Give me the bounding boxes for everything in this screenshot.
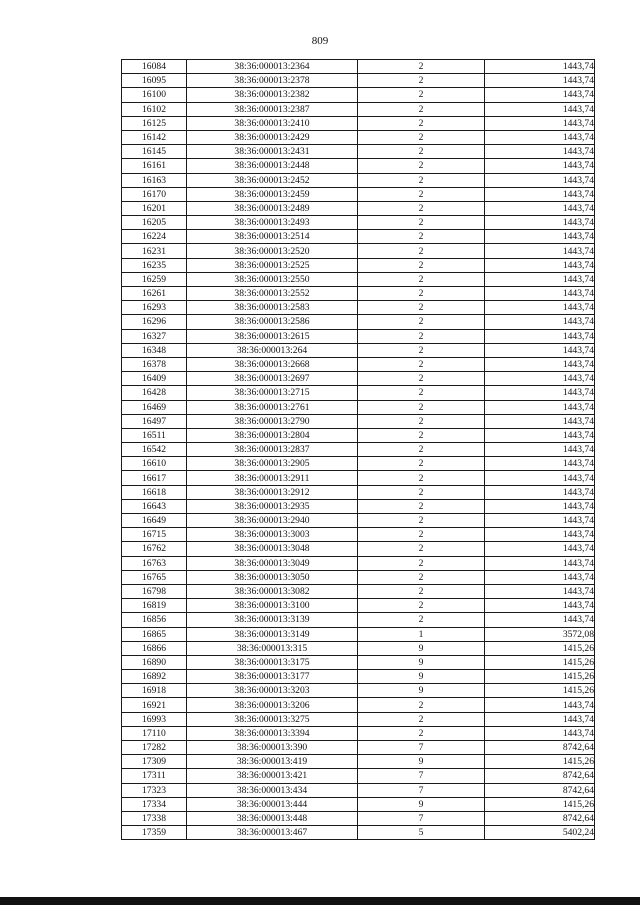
- table-row: [122, 769, 595, 783]
- table-row: [122, 372, 595, 386]
- cadastral-number-cell: 38:36:000013:3177: [187, 670, 358, 684]
- value-cell: 1443,74: [485, 400, 595, 414]
- value-cell: 8742,64: [485, 769, 595, 783]
- cadastral-number-cell: 38:36:000013:3175: [187, 655, 358, 669]
- table-row: [122, 116, 595, 130]
- count-cell: 2: [358, 698, 485, 712]
- row-number-cell: 16095: [122, 74, 187, 88]
- cadastral-number-cell: 38:36:000013:2715: [187, 386, 358, 400]
- cadastral-number-cell: 38:36:000013:2935: [187, 499, 358, 513]
- count-cell: 2: [358, 60, 485, 74]
- row-number-cell: 17323: [122, 783, 187, 797]
- cadastral-number-cell: 38:36:000013:2493: [187, 216, 358, 230]
- count-cell: 2: [358, 230, 485, 244]
- table-row: [122, 514, 595, 528]
- value-cell: 1443,74: [485, 74, 595, 88]
- value-cell: 3572,08: [485, 627, 595, 641]
- row-number-cell: 16327: [122, 329, 187, 343]
- row-number-cell: 16261: [122, 287, 187, 301]
- row-number-cell: 17309: [122, 755, 187, 769]
- table-row: [122, 641, 595, 655]
- count-cell: 2: [358, 301, 485, 315]
- count-cell: 2: [358, 258, 485, 272]
- value-cell: 1443,74: [485, 443, 595, 457]
- row-number-cell: 16762: [122, 542, 187, 556]
- count-cell: 1: [358, 627, 485, 641]
- value-cell: 1443,74: [485, 386, 595, 400]
- count-cell: 7: [358, 769, 485, 783]
- value-cell: 1443,74: [485, 315, 595, 329]
- row-number-cell: 17110: [122, 726, 187, 740]
- count-cell: 2: [358, 499, 485, 513]
- cadastral-number-cell: 38:36:000013:419: [187, 755, 358, 769]
- table-row: [122, 159, 595, 173]
- row-number-cell: 16378: [122, 357, 187, 371]
- table-row: [122, 216, 595, 230]
- row-number-cell: 16224: [122, 230, 187, 244]
- table-row: [122, 315, 595, 329]
- cadastral-number-cell: 38:36:000013:2837: [187, 443, 358, 457]
- table-row: [122, 584, 595, 598]
- row-number-cell: 16469: [122, 400, 187, 414]
- count-cell: 2: [358, 145, 485, 159]
- value-cell: 1415,26: [485, 684, 595, 698]
- table-row: [122, 357, 595, 371]
- row-number-cell: 16348: [122, 343, 187, 357]
- row-number-cell: 16865: [122, 627, 187, 641]
- row-number-cell: 16125: [122, 116, 187, 130]
- row-number-cell: 16763: [122, 556, 187, 570]
- cadastral-number-cell: 38:36:000013:2452: [187, 173, 358, 187]
- cadastral-number-cell: 38:36:000013:2382: [187, 88, 358, 102]
- cadastral-number-cell: 38:36:000013:2912: [187, 485, 358, 499]
- row-number-cell: 16918: [122, 684, 187, 698]
- count-cell: 9: [358, 797, 485, 811]
- value-cell: 5402,24: [485, 826, 595, 840]
- value-cell: 8742,64: [485, 741, 595, 755]
- table-row: [122, 684, 595, 698]
- table-row: [122, 414, 595, 428]
- registry-table: [121, 59, 595, 840]
- count-cell: 2: [358, 599, 485, 613]
- count-cell: 9: [358, 670, 485, 684]
- table-row: [122, 499, 595, 513]
- row-number-cell: 16993: [122, 712, 187, 726]
- row-number-cell: 17359: [122, 826, 187, 840]
- value-cell: 1443,74: [485, 187, 595, 201]
- value-cell: 1443,74: [485, 457, 595, 471]
- cadastral-number-cell: 38:36:000013:2586: [187, 315, 358, 329]
- table-row: [122, 145, 595, 159]
- cadastral-number-cell: 38:36:000013:3082: [187, 584, 358, 598]
- row-number-cell: 17282: [122, 741, 187, 755]
- cadastral-number-cell: 38:36:000013:2431: [187, 145, 358, 159]
- table-row: [122, 755, 595, 769]
- row-number-cell: 16259: [122, 272, 187, 286]
- table-row: [122, 457, 595, 471]
- cadastral-number-cell: 38:36:000013:2429: [187, 130, 358, 144]
- value-cell: 1443,74: [485, 173, 595, 187]
- table-row: [122, 599, 595, 613]
- cadastral-number-cell: 38:36:000013:3203: [187, 684, 358, 698]
- row-number-cell: 16100: [122, 88, 187, 102]
- cadastral-number-cell: 38:36:000013:264: [187, 343, 358, 357]
- page-number: 809: [311, 35, 329, 47]
- cadastral-number-cell: 38:36:000013:448: [187, 811, 358, 825]
- cadastral-number-cell: 38:36:000013:3394: [187, 726, 358, 740]
- value-cell: 1443,74: [485, 528, 595, 542]
- table-row: [122, 811, 595, 825]
- count-cell: 2: [358, 613, 485, 627]
- count-cell: 2: [358, 130, 485, 144]
- row-number-cell: 17338: [122, 811, 187, 825]
- count-cell: 7: [358, 741, 485, 755]
- cadastral-number-cell: 38:36:000013:315: [187, 641, 358, 655]
- table-row: [122, 471, 595, 485]
- count-cell: 2: [358, 343, 485, 357]
- cadastral-number-cell: 38:36:000013:2410: [187, 116, 358, 130]
- value-cell: 1415,26: [485, 755, 595, 769]
- cadastral-number-cell: 38:36:000013:2790: [187, 414, 358, 428]
- count-cell: 2: [358, 584, 485, 598]
- cadastral-number-cell: 38:36:000013:3139: [187, 613, 358, 627]
- table-row: [122, 201, 595, 215]
- table-row: [122, 244, 595, 258]
- cadastral-number-cell: 38:36:000013:2905: [187, 457, 358, 471]
- count-cell: 2: [358, 712, 485, 726]
- count-cell: 2: [358, 116, 485, 130]
- row-number-cell: 16856: [122, 613, 187, 627]
- cadastral-number-cell: 38:36:000013:434: [187, 783, 358, 797]
- count-cell: 7: [358, 783, 485, 797]
- row-number-cell: 16892: [122, 670, 187, 684]
- count-cell: 2: [358, 102, 485, 116]
- row-number-cell: 16142: [122, 130, 187, 144]
- count-cell: 2: [358, 428, 485, 442]
- count-cell: 2: [358, 329, 485, 343]
- count-cell: 2: [358, 414, 485, 428]
- value-cell: 1443,74: [485, 471, 595, 485]
- count-cell: 2: [358, 372, 485, 386]
- cadastral-number-cell: 38:36:000013:2552: [187, 287, 358, 301]
- value-cell: 1415,26: [485, 797, 595, 811]
- count-cell: 2: [358, 272, 485, 286]
- row-number-cell: 16610: [122, 457, 187, 471]
- value-cell: 1443,74: [485, 499, 595, 513]
- count-cell: 5: [358, 826, 485, 840]
- table-row: [122, 712, 595, 726]
- row-number-cell: 16643: [122, 499, 187, 513]
- cadastral-number-cell: 38:36:000013:390: [187, 741, 358, 755]
- value-cell: 1443,74: [485, 244, 595, 258]
- value-cell: 1443,74: [485, 599, 595, 613]
- row-number-cell: 17334: [122, 797, 187, 811]
- table-row: [122, 485, 595, 499]
- row-number-cell: 16163: [122, 173, 187, 187]
- table-row: [122, 797, 595, 811]
- value-cell: 1443,74: [485, 414, 595, 428]
- table-row: [122, 826, 595, 840]
- value-cell: 1443,74: [485, 60, 595, 74]
- table-row: [122, 230, 595, 244]
- value-cell: 1443,74: [485, 258, 595, 272]
- value-cell: 1443,74: [485, 301, 595, 315]
- count-cell: 2: [358, 74, 485, 88]
- count-cell: 2: [358, 443, 485, 457]
- value-cell: 1443,74: [485, 485, 595, 499]
- count-cell: 2: [358, 556, 485, 570]
- count-cell: 2: [358, 400, 485, 414]
- table-row: [122, 542, 595, 556]
- table-row: [122, 556, 595, 570]
- value-cell: 1443,74: [485, 726, 595, 740]
- row-number-cell: 16296: [122, 315, 187, 329]
- table-row: [122, 60, 595, 74]
- table-row: [122, 570, 595, 584]
- count-cell: 9: [358, 655, 485, 669]
- cadastral-number-cell: 38:36:000013:2615: [187, 329, 358, 343]
- cadastral-number-cell: 38:36:000013:2940: [187, 514, 358, 528]
- row-number-cell: 16819: [122, 599, 187, 613]
- value-cell: 1415,26: [485, 641, 595, 655]
- table-row: [122, 443, 595, 457]
- row-number-cell: 16542: [122, 443, 187, 457]
- count-cell: 2: [358, 471, 485, 485]
- value-cell: 1443,74: [485, 116, 595, 130]
- cadastral-number-cell: 38:36:000013:2804: [187, 428, 358, 442]
- cadastral-number-cell: 38:36:000013:2668: [187, 357, 358, 371]
- row-number-cell: 17311: [122, 769, 187, 783]
- row-number-cell: 16293: [122, 301, 187, 315]
- table-row: [122, 627, 595, 641]
- cadastral-number-cell: 38:36:000013:2489: [187, 201, 358, 215]
- count-cell: 7: [358, 811, 485, 825]
- table-row: [122, 613, 595, 627]
- cadastral-number-cell: 38:36:000013:2387: [187, 102, 358, 116]
- cadastral-number-cell: 38:36:000013:3100: [187, 599, 358, 613]
- table-row: [122, 329, 595, 343]
- value-cell: 8742,64: [485, 783, 595, 797]
- table-row: [122, 173, 595, 187]
- row-number-cell: 16084: [122, 60, 187, 74]
- value-cell: 1443,74: [485, 145, 595, 159]
- table-row: [122, 74, 595, 88]
- table-row: [122, 428, 595, 442]
- cadastral-number-cell: 38:36:000013:3003: [187, 528, 358, 542]
- table-row: [122, 400, 595, 414]
- value-cell: 1443,74: [485, 230, 595, 244]
- value-cell: 1415,26: [485, 655, 595, 669]
- cadastral-number-cell: 38:36:000013:3149: [187, 627, 358, 641]
- count-cell: 9: [358, 755, 485, 769]
- count-cell: 9: [358, 641, 485, 655]
- row-number-cell: 16428: [122, 386, 187, 400]
- count-cell: 2: [358, 357, 485, 371]
- value-cell: 1443,74: [485, 556, 595, 570]
- count-cell: 2: [358, 315, 485, 329]
- cadastral-number-cell: 38:36:000013:2525: [187, 258, 358, 272]
- row-number-cell: 16890: [122, 655, 187, 669]
- value-cell: 8742,64: [485, 811, 595, 825]
- value-cell: 1443,74: [485, 159, 595, 173]
- cadastral-number-cell: 38:36:000013:3049: [187, 556, 358, 570]
- value-cell: 1443,74: [485, 712, 595, 726]
- registry-table-body: [122, 60, 595, 840]
- value-cell: 1443,74: [485, 343, 595, 357]
- count-cell: 2: [358, 726, 485, 740]
- value-cell: 1443,74: [485, 428, 595, 442]
- count-cell: 2: [358, 201, 485, 215]
- row-number-cell: 16201: [122, 201, 187, 215]
- value-cell: 1443,74: [485, 514, 595, 528]
- table-row: [122, 343, 595, 357]
- table-row: [122, 670, 595, 684]
- row-number-cell: 16866: [122, 641, 187, 655]
- table-row: [122, 783, 595, 797]
- value-cell: 1443,74: [485, 372, 595, 386]
- value-cell: 1443,74: [485, 201, 595, 215]
- row-number-cell: 16921: [122, 698, 187, 712]
- row-number-cell: 16161: [122, 159, 187, 173]
- value-cell: 1443,74: [485, 287, 595, 301]
- table-row: [122, 698, 595, 712]
- row-number-cell: 16649: [122, 514, 187, 528]
- count-cell: 9: [358, 684, 485, 698]
- count-cell: 2: [358, 457, 485, 471]
- table-row: [122, 258, 595, 272]
- row-number-cell: 16765: [122, 570, 187, 584]
- value-cell: 1443,74: [485, 102, 595, 116]
- count-cell: 2: [358, 244, 485, 258]
- table-row: [122, 301, 595, 315]
- table-row: [122, 287, 595, 301]
- value-cell: 1443,74: [485, 357, 595, 371]
- count-cell: 2: [358, 216, 485, 230]
- table-row: [122, 726, 595, 740]
- scan-edge-bar: [0, 897, 640, 905]
- table-row: [122, 130, 595, 144]
- cadastral-number-cell: 38:36:000013:467: [187, 826, 358, 840]
- count-cell: 2: [358, 386, 485, 400]
- value-cell: 1443,74: [485, 272, 595, 286]
- value-cell: 1415,26: [485, 670, 595, 684]
- table-row: [122, 88, 595, 102]
- cadastral-number-cell: 38:36:000013:2378: [187, 74, 358, 88]
- table-row: [122, 102, 595, 116]
- row-number-cell: 16145: [122, 145, 187, 159]
- count-cell: 2: [358, 528, 485, 542]
- value-cell: 1443,74: [485, 542, 595, 556]
- count-cell: 2: [358, 514, 485, 528]
- cadastral-number-cell: 38:36:000013:2761: [187, 400, 358, 414]
- cadastral-number-cell: 38:36:000013:3048: [187, 542, 358, 556]
- cadastral-number-cell: 38:36:000013:421: [187, 769, 358, 783]
- value-cell: 1443,74: [485, 130, 595, 144]
- cadastral-number-cell: 38:36:000013:2911: [187, 471, 358, 485]
- count-cell: 2: [358, 187, 485, 201]
- value-cell: 1443,74: [485, 570, 595, 584]
- row-number-cell: 16231: [122, 244, 187, 258]
- count-cell: 2: [358, 159, 485, 173]
- count-cell: 2: [358, 542, 485, 556]
- cadastral-number-cell: 38:36:000013:2697: [187, 372, 358, 386]
- cadastral-number-cell: 38:36:000013:2583: [187, 301, 358, 315]
- value-cell: 1443,74: [485, 584, 595, 598]
- value-cell: 1443,74: [485, 329, 595, 343]
- value-cell: 1443,74: [485, 88, 595, 102]
- cadastral-number-cell: 38:36:000013:2364: [187, 60, 358, 74]
- count-cell: 2: [358, 173, 485, 187]
- table-row: [122, 386, 595, 400]
- row-number-cell: 16497: [122, 414, 187, 428]
- row-number-cell: 16205: [122, 216, 187, 230]
- row-number-cell: 16511: [122, 428, 187, 442]
- count-cell: 2: [358, 287, 485, 301]
- row-number-cell: 16798: [122, 584, 187, 598]
- row-number-cell: 16102: [122, 102, 187, 116]
- table-row: [122, 741, 595, 755]
- value-cell: 1443,74: [485, 698, 595, 712]
- table-row: [122, 187, 595, 201]
- cadastral-number-cell: 38:36:000013:3050: [187, 570, 358, 584]
- value-cell: 1443,74: [485, 216, 595, 230]
- cadastral-number-cell: 38:36:000013:2448: [187, 159, 358, 173]
- cadastral-number-cell: 38:36:000013:2514: [187, 230, 358, 244]
- cadastral-number-cell: 38:36:000013:2520: [187, 244, 358, 258]
- count-cell: 2: [358, 88, 485, 102]
- row-number-cell: 16617: [122, 471, 187, 485]
- table-row: [122, 655, 595, 669]
- cadastral-number-cell: 38:36:000013:444: [187, 797, 358, 811]
- cadastral-number-cell: 38:36:000013:2550: [187, 272, 358, 286]
- row-number-cell: 16618: [122, 485, 187, 499]
- row-number-cell: 16409: [122, 372, 187, 386]
- cadastral-number-cell: 38:36:000013:2459: [187, 187, 358, 201]
- row-number-cell: 16235: [122, 258, 187, 272]
- row-number-cell: 16715: [122, 528, 187, 542]
- value-cell: 1443,74: [485, 613, 595, 627]
- table-row: [122, 272, 595, 286]
- cadastral-number-cell: 38:36:000013:3206: [187, 698, 358, 712]
- count-cell: 2: [358, 570, 485, 584]
- count-cell: 2: [358, 485, 485, 499]
- table-row: [122, 528, 595, 542]
- cadastral-number-cell: 38:36:000013:3275: [187, 712, 358, 726]
- row-number-cell: 16170: [122, 187, 187, 201]
